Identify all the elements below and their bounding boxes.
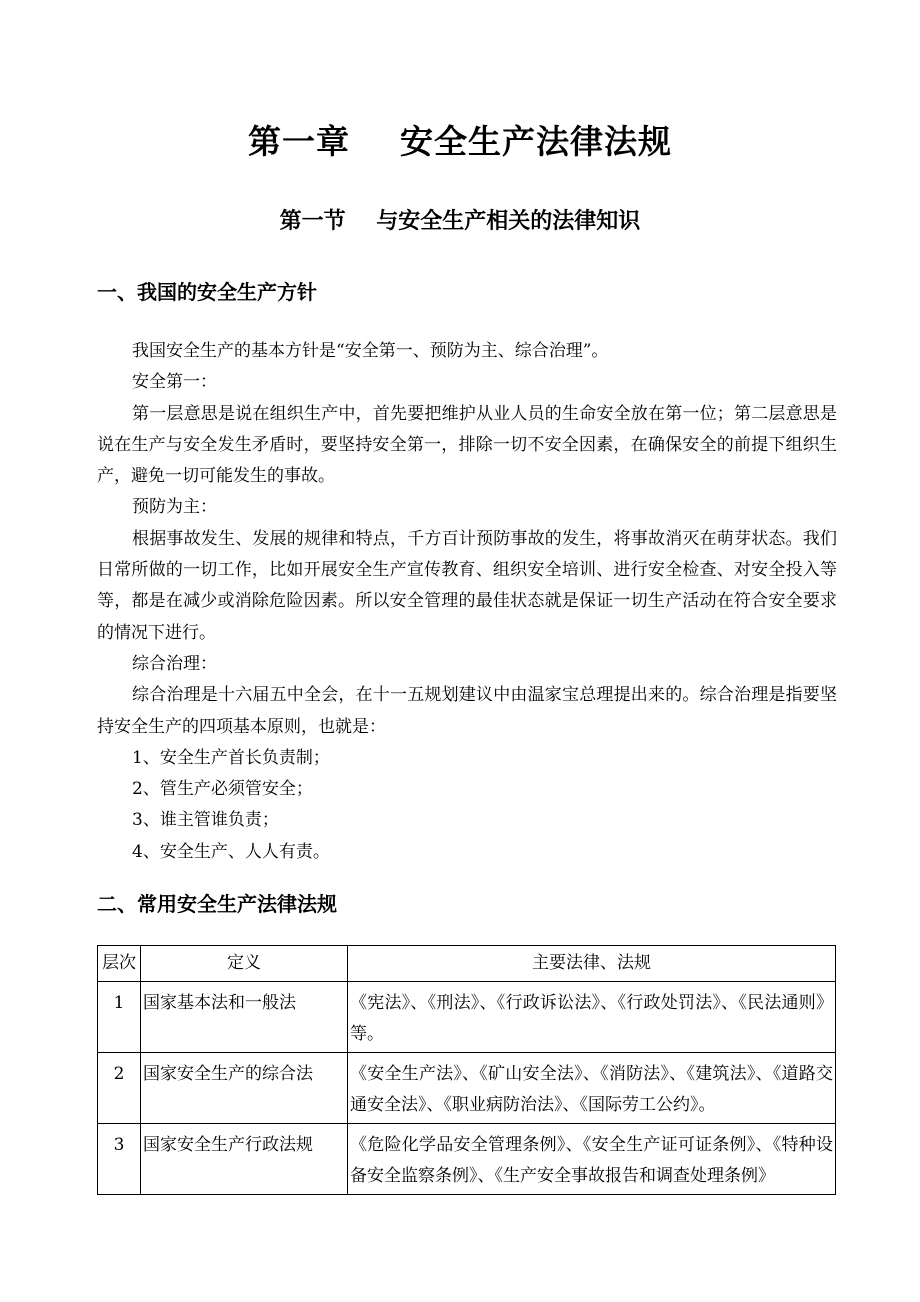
cell-level: 2: [98, 1053, 141, 1124]
header-definition: 定义: [141, 946, 348, 982]
heading-laws: 二、常用安全生产法律法规: [97, 892, 337, 916]
cell-level: 1: [98, 982, 141, 1053]
cell-level: 3: [98, 1124, 141, 1195]
section-title: 第一节 与安全生产相关的法律知识: [279, 209, 641, 234]
table-row: [98, 1124, 836, 1195]
cell-laws: 《安全生产法》、《矿山安全法》、《消防法》、《建筑法》、《道路交通安全法》、《职业病防治法》、《国际劳工公约》。: [348, 1053, 836, 1124]
paragraph: 预防为主：: [132, 497, 217, 518]
policy-body: [97, 336, 837, 868]
table-row: [98, 982, 836, 1053]
cell-laws: 《危险化学品安全管理条例》、《安全生产证可证条例》、《特种设备安全监察条例》、《生产安全事故报告和调查处理条例》: [348, 1124, 836, 1195]
cell-definition: 国家安全生产的综合法: [141, 1053, 348, 1124]
paragraph: 综合治理是十六届五中全会，在十一五规划建议中由温家宝总理提出来的。综合治理是指要坚持安全生产的四项基本原则，也就是：: [97, 685, 837, 737]
paragraph: 安全第一：: [132, 372, 217, 393]
heading-safety-policy: 一、我国的安全生产方针: [97, 280, 317, 304]
cell-definition: 国家安全生产行政法规: [141, 1124, 348, 1195]
paragraph: 综合治理：: [132, 653, 217, 674]
cell-definition: 国家基本法和一般法: [141, 982, 348, 1053]
list-item: 1、安全生产首长负责制；: [132, 747, 330, 768]
header-level: 层次: [98, 946, 141, 982]
table-header-row: [98, 946, 836, 982]
header-laws: 主要法律、法规: [348, 946, 836, 982]
laws-table: [97, 945, 836, 1195]
table-row: [98, 1053, 836, 1124]
paragraph: 第一层意思是说在组织生产中，首先要把维护从业人员的生命安全放在第一位；第二层意思是说在生产与安全发生矛盾时，要坚持安全第一，排除一切不安全因素，在确保安全的前提下组织生产，避免一切可能发生的事故。: [97, 403, 837, 487]
chapter-title: 第一章 安全生产法律法规: [248, 122, 672, 161]
list-item: 2、管生产必须管安全；: [132, 779, 313, 800]
list-item: 4、安全生产、人人有责。: [132, 841, 330, 862]
list-item: 3、谁主管谁负责；: [132, 810, 279, 831]
paragraph: 根据事故发生、发展的规律和特点，千方百计预防事故的发生，将事故消灭在萌芽状态。我们日常所做的一切工作，比如开展安全生产宣传教育、组织安全培训、进行安全检查、对安全投入等等，都是在减少或消除危险因素。所以安全管理的最佳状态就是保证一切生产活动在符合安全要求的情况下进行。: [97, 528, 837, 643]
paragraph: 我国安全生产的基本方针是“安全第一、预防为主、综合治理”。: [132, 341, 609, 361]
cell-laws: 《宪法》、《刑法》、《行政诉讼法》、《行政处罚法》、《民法通则》等。: [348, 982, 836, 1053]
